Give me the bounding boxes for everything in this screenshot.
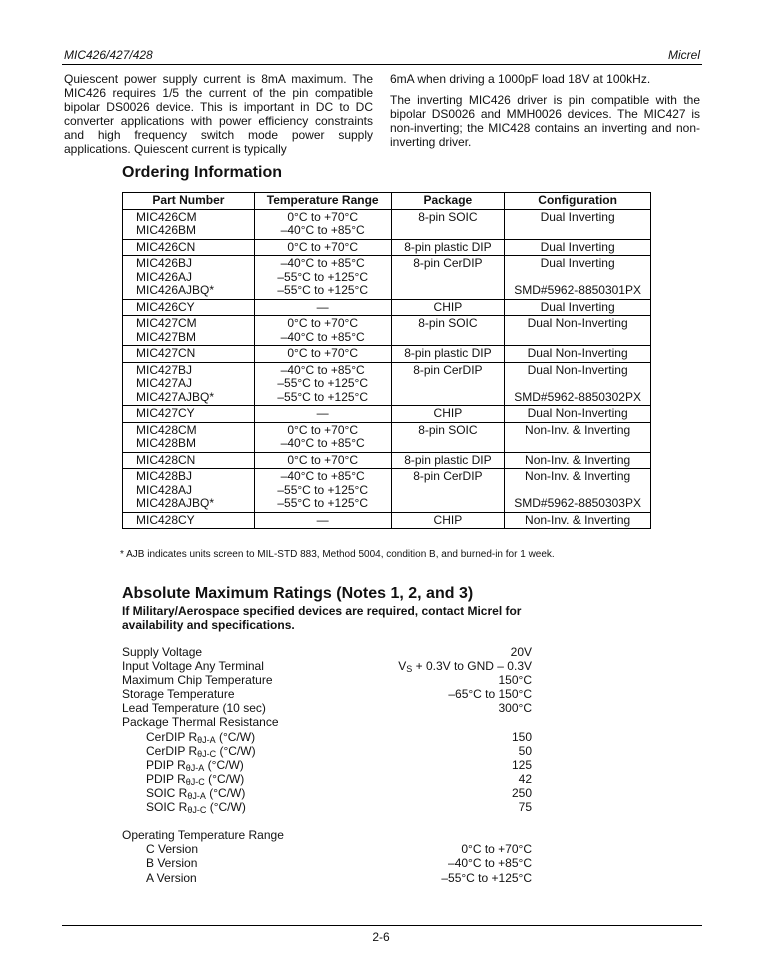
configuration-cell — [505, 299, 651, 316]
intro-left-column — [64, 72, 373, 163]
part-number: MIC428AJ — [136, 482, 193, 497]
rating-value: $V_S + 0.3V$ to GND – 0.3V — [398, 659, 532, 675]
part-number-cell — [123, 239, 255, 256]
rating-row — [122, 828, 532, 842]
configuration: Dual Non-Inverting — [527, 362, 628, 377]
package-cell — [391, 422, 505, 452]
part-number: MIC427BJ — [136, 362, 193, 377]
temperature-range: 0°C to +70°C — [287, 452, 358, 467]
package: 8-pin CerDIP — [413, 362, 483, 377]
thermal-label: SOIC $R_{\theta J-C}$ (°C/W) — [146, 800, 246, 816]
temperature-cell — [254, 316, 391, 346]
configuration: Dual Inverting — [540, 256, 615, 270]
table-row — [123, 209, 651, 239]
thermal-row — [122, 758, 532, 772]
table-row — [123, 406, 651, 423]
thermal-value: 50 — [518, 743, 532, 758]
temperature-range: — — [316, 406, 329, 420]
temperature-range: –40°C to +85°C — [280, 329, 365, 344]
part-number: MIC427CM — [136, 316, 197, 330]
rating-label: Supply Voltage — [122, 645, 203, 659]
package: 8-pin CerDIP — [413, 469, 483, 483]
running-header-company: Micrel — [668, 48, 700, 62]
part-number: MIC426AJ — [136, 269, 193, 284]
temperature-range: –55°C to +125°C — [277, 496, 368, 510]
configuration — [507, 271, 648, 285]
package-cell — [391, 299, 505, 316]
temperature-cell — [254, 422, 391, 452]
configuration-cell — [505, 256, 651, 300]
part-number-cell — [123, 512, 255, 529]
rating-row — [122, 701, 532, 715]
part-number-cell — [123, 362, 255, 406]
configuration-cell — [505, 452, 651, 469]
header-rule — [62, 64, 702, 65]
temperature-range: –55°C to +125°C — [277, 389, 368, 404]
rating-value: 20V — [510, 645, 532, 659]
part-number-cell — [123, 469, 255, 513]
rating-row — [122, 715, 532, 729]
configuration: Non-Inv. & Inverting — [525, 422, 631, 437]
rating-label: Operating Temperature Range — [122, 828, 284, 843]
rating-value: –65°C to 150°C — [448, 687, 532, 702]
running-header-part: MIC426/427/428 — [64, 48, 153, 62]
configuration: Non-Inv. & Inverting — [525, 469, 631, 483]
ordering-information-heading: Ordering Information — [122, 164, 282, 181]
temperature-range: –55°C to +125°C — [277, 283, 368, 297]
part-number: MIC426CY — [136, 299, 195, 314]
package-cell — [391, 512, 505, 529]
part-number: MIC427AJBQ* — [136, 389, 215, 404]
rating-label: Maximum Chip Temperature — [122, 673, 273, 688]
thermal-row — [122, 772, 532, 786]
intro-right-column — [390, 72, 700, 156]
part-number: MIC427CN — [136, 346, 196, 360]
package: CHIP — [433, 299, 463, 314]
temperature-cell — [254, 209, 391, 239]
package: 8-pin plastic DIP — [404, 239, 492, 254]
part-number: MIC427BM — [136, 329, 197, 344]
package-cell — [391, 469, 505, 513]
package-cell — [391, 346, 505, 363]
configuration: SMD#5962-8850302PX — [514, 389, 641, 404]
rating-row — [122, 659, 532, 673]
package: 8-pin plastic DIP — [404, 452, 492, 467]
configuration-cell — [505, 239, 651, 256]
package: 8-pin CerDIP — [413, 256, 483, 270]
rating-label: Lead Temperature (10 sec) — [122, 701, 266, 716]
thermal-label: PDIP $R_{\theta J-C}$ (°C/W) — [146, 771, 245, 787]
intro-paragraph: The inverting MIC426 driver is pin compatible with the bipolar DS0026 and MMH0026 devices. The MIC427 is non-inverting; the MIC428 contains an inverting and non-inverting driver. — [390, 93, 700, 149]
table-row — [123, 452, 651, 469]
configuration: SMD#5962-8850303PX — [514, 496, 641, 510]
table-row — [123, 256, 651, 300]
absolute-maximum-ratings-heading: Absolute Maximum Ratings (Notes 1, 2, and 3) — [122, 585, 474, 602]
part-number: MIC428CM — [136, 422, 197, 437]
configuration-cell — [505, 346, 651, 363]
table-row — [123, 422, 651, 452]
operating-value: 0°C to +70°C — [461, 842, 532, 857]
temperature-range: 0°C to +70°C — [287, 209, 358, 224]
intro-paragraph: Quiescent power supply current is 8mA maximum. The MIC426 requires 1/5 the current of the pin compatible bipolar DS0026 device. This is important in DC to DC converter applications with power efficiency constraints and high frequency switch mode power supply applications. Quiescent current is typically — [64, 72, 373, 156]
operating-row — [122, 871, 532, 885]
configuration: Dual Inverting — [540, 299, 615, 314]
configuration-cell — [505, 362, 651, 406]
temperature-cell — [254, 362, 391, 406]
ordering-footnote: * AJB indicates units screen to MIL-STD 883, Method 5004, condition B, and burned-in for 1 week. — [120, 549, 555, 560]
part-number: MIC426BM — [136, 223, 197, 237]
part-number-cell — [123, 256, 255, 300]
thermal-value: 150 — [511, 729, 532, 744]
temperature-range: –40°C to +85°C — [280, 436, 365, 450]
thermal-label: CerDIP $R_{\theta J-A}$ (°C/W) — [146, 729, 256, 745]
rating-row — [122, 687, 532, 701]
temperature-cell — [254, 256, 391, 300]
temperature-range: — — [316, 512, 329, 527]
table-row — [123, 239, 651, 256]
rating-value: 150°C — [498, 673, 532, 688]
part-number: MIC428CN — [136, 452, 196, 467]
thermal-row — [122, 786, 532, 800]
configuration — [507, 484, 648, 498]
thermal-label: SOIC $R_{\theta J-A}$ (°C/W) — [146, 785, 246, 801]
part-number: MIC426AJBQ* — [136, 283, 215, 297]
thermal-value: 75 — [518, 800, 532, 815]
table-header-row — [123, 193, 651, 210]
configuration: Dual Non-Inverting — [527, 406, 628, 420]
temperature-cell — [254, 512, 391, 529]
package: 8-pin SOIC — [418, 209, 478, 224]
part-number-cell — [123, 406, 255, 423]
table-row — [123, 512, 651, 529]
temperature-range: 0°C to +70°C — [287, 316, 358, 330]
footer-rule — [62, 925, 702, 926]
table-row — [123, 316, 651, 346]
part-number: MIC427AJ — [136, 376, 193, 390]
configuration: Non-Inv. & Inverting — [525, 512, 631, 527]
configuration: Dual Non-Inverting — [527, 316, 628, 330]
package: 8-pin SOIC — [418, 422, 478, 437]
temperature-range: –40°C to +85°C — [280, 469, 365, 483]
rating-row — [122, 673, 532, 687]
configuration — [507, 377, 648, 391]
part-number-cell — [123, 299, 255, 316]
package-cell — [391, 239, 505, 256]
table-row — [123, 469, 651, 513]
package: 8-pin SOIC — [418, 316, 478, 330]
column-header: Package — [391, 193, 505, 210]
column-header: Configuration — [505, 193, 651, 210]
temperature-range: –40°C to +85°C — [280, 256, 365, 270]
temperature-range: –55°C to +125°C — [277, 482, 368, 497]
thermal-row — [122, 744, 532, 758]
temperature-cell — [254, 452, 391, 469]
package-cell — [391, 256, 505, 300]
temperature-cell — [254, 406, 391, 423]
temperature-range: –55°C to +125°C — [277, 269, 368, 284]
rating-row — [122, 645, 532, 659]
temperature-range: –40°C to +85°C — [280, 223, 365, 237]
operating-value: –55°C to +125°C — [441, 870, 532, 885]
thermal-label: CerDIP $R_{\theta J-C}$ (°C/W) — [146, 743, 256, 759]
package: CHIP — [433, 406, 463, 420]
ratings-list — [122, 645, 532, 885]
package-cell — [391, 362, 505, 406]
part-number: MIC428AJBQ* — [136, 496, 215, 510]
operating-row — [122, 856, 532, 870]
temperature-cell — [254, 299, 391, 316]
configuration-cell — [505, 469, 651, 513]
intro-paragraph: 6mA when driving a 1000pF load 18V at 100kHz. — [390, 72, 651, 86]
rating-label: Input Voltage Any Terminal — [122, 659, 264, 674]
configuration-cell — [505, 316, 651, 346]
operating-label: C Version — [146, 842, 199, 857]
part-number-cell — [123, 452, 255, 469]
table-row — [123, 362, 651, 406]
rating-label: Package Thermal Resistance — [122, 715, 279, 730]
table-row — [123, 299, 651, 316]
page-number: 2-6 — [372, 930, 390, 944]
thermal-row — [122, 730, 532, 744]
configuration-cell — [505, 512, 651, 529]
thermal-value: 125 — [511, 757, 532, 772]
temperature-range: — — [316, 299, 329, 314]
table-row — [123, 346, 651, 363]
temperature-cell — [254, 239, 391, 256]
thermal-value: 42 — [518, 771, 532, 786]
temperature-range: 0°C to +70°C — [287, 239, 358, 254]
part-number-cell — [123, 346, 255, 363]
part-number: MIC428BM — [136, 436, 197, 450]
spacer — [122, 814, 532, 828]
temperature-cell — [254, 346, 391, 363]
configuration: Dual Non-Inverting — [527, 346, 628, 360]
temperature-range: –40°C to +85°C — [280, 362, 365, 377]
operating-value: –40°C to +85°C — [448, 856, 532, 871]
temperature-range: 0°C to +70°C — [287, 422, 358, 437]
configuration: Non-Inv. & Inverting — [525, 452, 631, 467]
configuration: SMD#5962-8850301PX — [514, 283, 641, 297]
part-number: MIC428BJ — [136, 469, 193, 483]
thermal-label: PDIP $R_{\theta J-A}$ (°C/W) — [146, 757, 244, 773]
rating-label: Storage Temperature — [122, 687, 235, 702]
temperature-range: –55°C to +125°C — [277, 376, 368, 390]
part-number: MIC426CM — [136, 209, 197, 224]
package: 8-pin plastic DIP — [404, 346, 492, 360]
temperature-cell — [254, 469, 391, 513]
configuration: Dual Inverting — [540, 209, 615, 224]
part-number-cell — [123, 209, 255, 239]
part-number: MIC426CN — [136, 239, 196, 254]
part-number: MIC428CY — [136, 512, 195, 527]
part-number-cell — [123, 316, 255, 346]
package-cell — [391, 209, 505, 239]
thermal-row — [122, 800, 532, 814]
ordering-table — [122, 192, 651, 529]
thermal-value: 250 — [511, 785, 532, 800]
rating-value: 300°C — [498, 701, 532, 716]
configuration-cell — [505, 209, 651, 239]
package: CHIP — [433, 512, 463, 527]
part-number: MIC426BJ — [136, 256, 193, 270]
temperature-range: 0°C to +70°C — [287, 346, 358, 360]
column-header: Part Number — [123, 193, 255, 210]
operating-label: B Version — [146, 856, 198, 871]
package-cell — [391, 406, 505, 423]
configuration: Dual Inverting — [540, 239, 615, 254]
part-number-cell — [123, 422, 255, 452]
military-notice: If Military/Aerospace specified devices are required, contact Micrel for availability and specifications. — [122, 604, 522, 632]
operating-label: A Version — [146, 870, 197, 885]
operating-row — [122, 842, 532, 856]
column-header: Temperature Range — [254, 193, 391, 210]
part-number: MIC427CY — [136, 406, 195, 420]
configuration-cell — [505, 422, 651, 452]
package-cell — [391, 452, 505, 469]
configuration-cell — [505, 406, 651, 423]
package-cell — [391, 316, 505, 346]
